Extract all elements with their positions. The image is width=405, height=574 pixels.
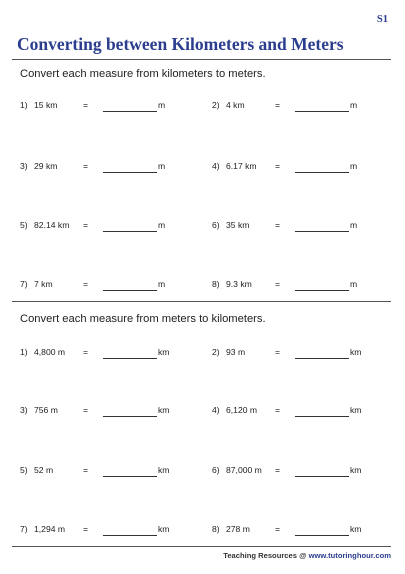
problem-number: 5) bbox=[20, 220, 28, 230]
section-2-instruction: Convert each measure from meters to kilometers. bbox=[20, 313, 266, 325]
equals-sign: = bbox=[83, 524, 89, 534]
equals-sign: = bbox=[83, 100, 89, 110]
answer-unit: m bbox=[158, 161, 166, 171]
problem-number: 1) bbox=[20, 100, 28, 110]
problem-value: 93 m bbox=[226, 347, 246, 357]
answer-unit: km bbox=[350, 524, 362, 534]
answer-blank[interactable] bbox=[295, 111, 349, 112]
answer-unit: km bbox=[158, 405, 170, 415]
equals-sign: = bbox=[275, 524, 281, 534]
equals-sign: = bbox=[275, 347, 281, 357]
problem-value: 52 m bbox=[34, 465, 54, 475]
problem-value: 82.14 km bbox=[34, 220, 70, 230]
answer-unit: km bbox=[350, 405, 362, 415]
title-divider bbox=[12, 59, 391, 60]
answer-blank[interactable] bbox=[295, 231, 349, 232]
answer-blank[interactable] bbox=[103, 111, 157, 112]
sheet-code: S1 bbox=[376, 14, 388, 25]
problem-number: 7) bbox=[20, 279, 28, 289]
equals-sign: = bbox=[275, 220, 281, 230]
answer-unit: km bbox=[158, 524, 170, 534]
answer-unit: m bbox=[158, 220, 166, 230]
footer-credit bbox=[223, 551, 391, 560]
answer-unit: km bbox=[158, 347, 170, 357]
answer-blank[interactable] bbox=[103, 416, 157, 417]
problem-number: 3) bbox=[20, 405, 28, 415]
problem-number: 1) bbox=[20, 347, 28, 357]
problem-value: 756 m bbox=[34, 405, 58, 415]
answer-blank[interactable] bbox=[295, 416, 349, 417]
footer-site-link[interactable]: www.tutoringhour.com bbox=[308, 551, 391, 560]
answer-blank[interactable] bbox=[295, 535, 349, 536]
answer-blank[interactable] bbox=[103, 358, 157, 359]
answer-unit: m bbox=[350, 100, 358, 110]
equals-sign: = bbox=[83, 279, 89, 289]
answer-blank[interactable] bbox=[103, 476, 157, 477]
answer-blank[interactable] bbox=[295, 172, 349, 173]
answer-blank[interactable] bbox=[295, 358, 349, 359]
equals-sign: = bbox=[83, 161, 89, 171]
problem-number: 5) bbox=[20, 465, 28, 475]
problem-value: 35 km bbox=[226, 220, 250, 230]
problem-value: 4 km bbox=[226, 100, 245, 110]
problem-number: 3) bbox=[20, 161, 28, 171]
answer-blank[interactable] bbox=[103, 172, 157, 173]
answer-unit: km bbox=[158, 465, 170, 475]
problem-value: 15 km bbox=[34, 100, 58, 110]
answer-blank[interactable] bbox=[295, 290, 349, 291]
problem-number: 6) bbox=[212, 465, 220, 475]
problem-number: 2) bbox=[212, 347, 220, 357]
equals-sign: = bbox=[275, 405, 281, 415]
section-1-instruction: Convert each measure from kilometers to meters. bbox=[20, 68, 266, 80]
answer-blank[interactable] bbox=[103, 535, 157, 536]
footer-divider bbox=[12, 546, 391, 547]
equals-sign: = bbox=[83, 465, 89, 475]
problem-value: 6,120 m bbox=[226, 405, 258, 415]
footer-label: Teaching Resources @ bbox=[223, 551, 309, 560]
equals-sign: = bbox=[83, 347, 89, 357]
answer-unit: m bbox=[158, 279, 166, 289]
problem-value: 1,294 m bbox=[34, 524, 66, 534]
problem-value: 7 km bbox=[34, 279, 53, 289]
equals-sign: = bbox=[275, 279, 281, 289]
problem-number: 8) bbox=[212, 524, 220, 534]
problem-number: 7) bbox=[20, 524, 28, 534]
answer-blank[interactable] bbox=[103, 290, 157, 291]
problem-number: 4) bbox=[212, 405, 220, 415]
problem-value: 6.17 km bbox=[226, 161, 257, 171]
problem-value: 9.3 km bbox=[226, 279, 252, 289]
equals-sign: = bbox=[275, 161, 281, 171]
problem-value: 29 km bbox=[34, 161, 58, 171]
problem-value: 87,000 m bbox=[226, 465, 262, 475]
equals-sign: = bbox=[275, 100, 281, 110]
equals-sign: = bbox=[83, 405, 89, 415]
answer-unit: m bbox=[158, 100, 166, 110]
answer-unit: km bbox=[350, 347, 362, 357]
answer-blank[interactable] bbox=[295, 476, 349, 477]
problem-value: 278 m bbox=[226, 524, 250, 534]
answer-unit: m bbox=[350, 220, 358, 230]
problem-number: 4) bbox=[212, 161, 220, 171]
answer-unit: km bbox=[350, 465, 362, 475]
problem-number: 8) bbox=[212, 279, 220, 289]
section-divider bbox=[12, 301, 391, 302]
answer-blank[interactable] bbox=[103, 231, 157, 232]
answer-unit: m bbox=[350, 161, 358, 171]
problem-number: 6) bbox=[212, 220, 220, 230]
equals-sign: = bbox=[275, 465, 281, 475]
answer-unit: m bbox=[350, 279, 358, 289]
problem-number: 2) bbox=[212, 100, 220, 110]
page-title: Converting between Kilometers and Meters bbox=[17, 34, 344, 54]
problem-value: 4,800 m bbox=[34, 347, 66, 357]
equals-sign: = bbox=[83, 220, 89, 230]
